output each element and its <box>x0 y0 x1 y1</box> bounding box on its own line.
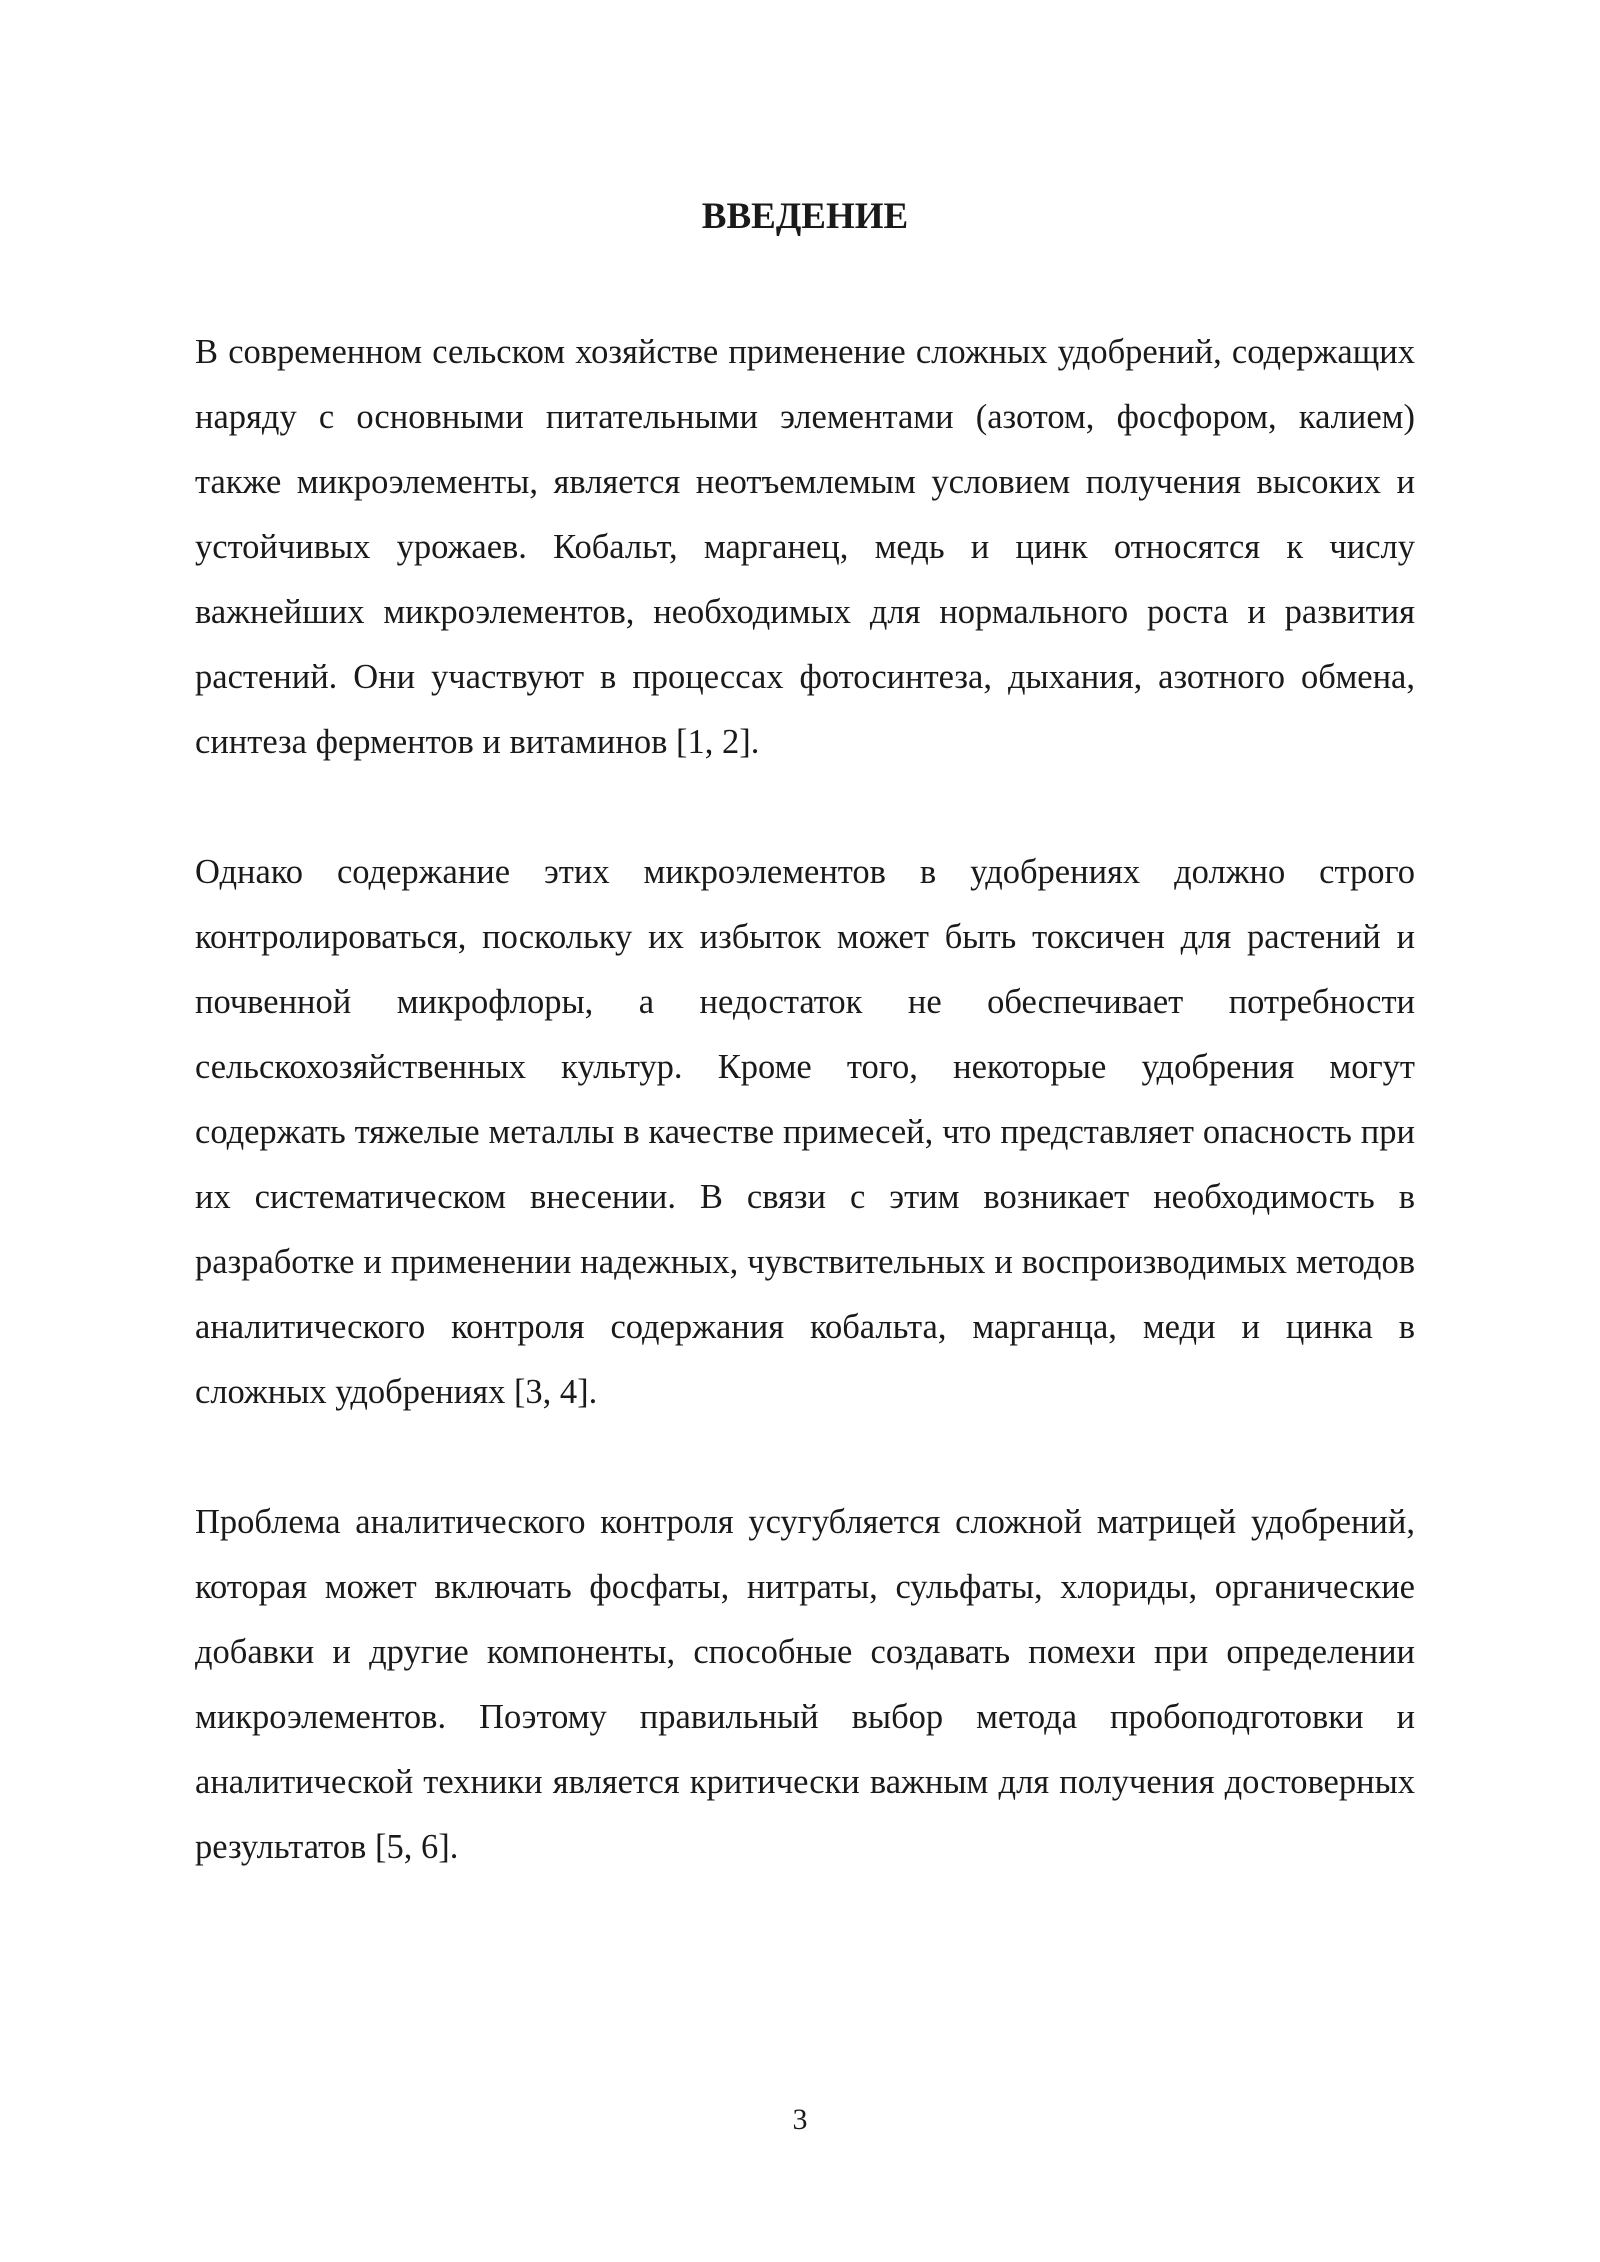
page-number: 3 <box>792 2103 808 2136</box>
paragraph-1: В современном сельском хозяйстве применение сложных удобрений, содержащих наряду с основными питательными элементами (азотом, фосфором, калием) также микроэлементы, является неотъемлемым условием получения высоких и устойчивых урожаев. Кобальт, марганец, медь и цинк относятся к числу важнейших микроэлементов, необходимых для нормального роста и развития растений. Они участвуют в процессах фотосинтеза, дыхания, азотного обмена, синтеза ферментов и витаминов [1, 2]. <box>195 333 1415 761</box>
body-text <box>195 320 1415 1945</box>
paragraph-2: Однако содержание этих микроэлементов в удобрениях должно строго контролироваться, поскольку их избыток может быть токсичен для растений и почвенной микрофлоры, а недостаток не обеспечивает потребности сельскохозяйственных культур. Кроме того, некоторые удобрения могут содержать тяжелые металлы в качестве примесей, что представляет опасность при их систематическом внесении. В связи с этим возникает необходимость в разработке и применении надежных, чувствительных и воспроизводимых методов аналитического контроля содержания кобальта, марганца, меди и цинка в сложных удобрениях [3, 4]. <box>195 853 1415 1411</box>
section-heading: ВВЕДЕНИЕ <box>701 196 909 237</box>
paragraph-3: Проблема аналитического контроля усугубляется сложной матрицей удобрений, которая может включать фосфаты, нитраты, сульфаты, хлориды, органические добавки и другие компоненты, способные создавать помехи при определении микроэлементов. Поэтому правильный выбор метода пробоподготовки и аналитической техники является критически важным для получения достоверных результатов [5, 6]. <box>195 1503 1415 1866</box>
